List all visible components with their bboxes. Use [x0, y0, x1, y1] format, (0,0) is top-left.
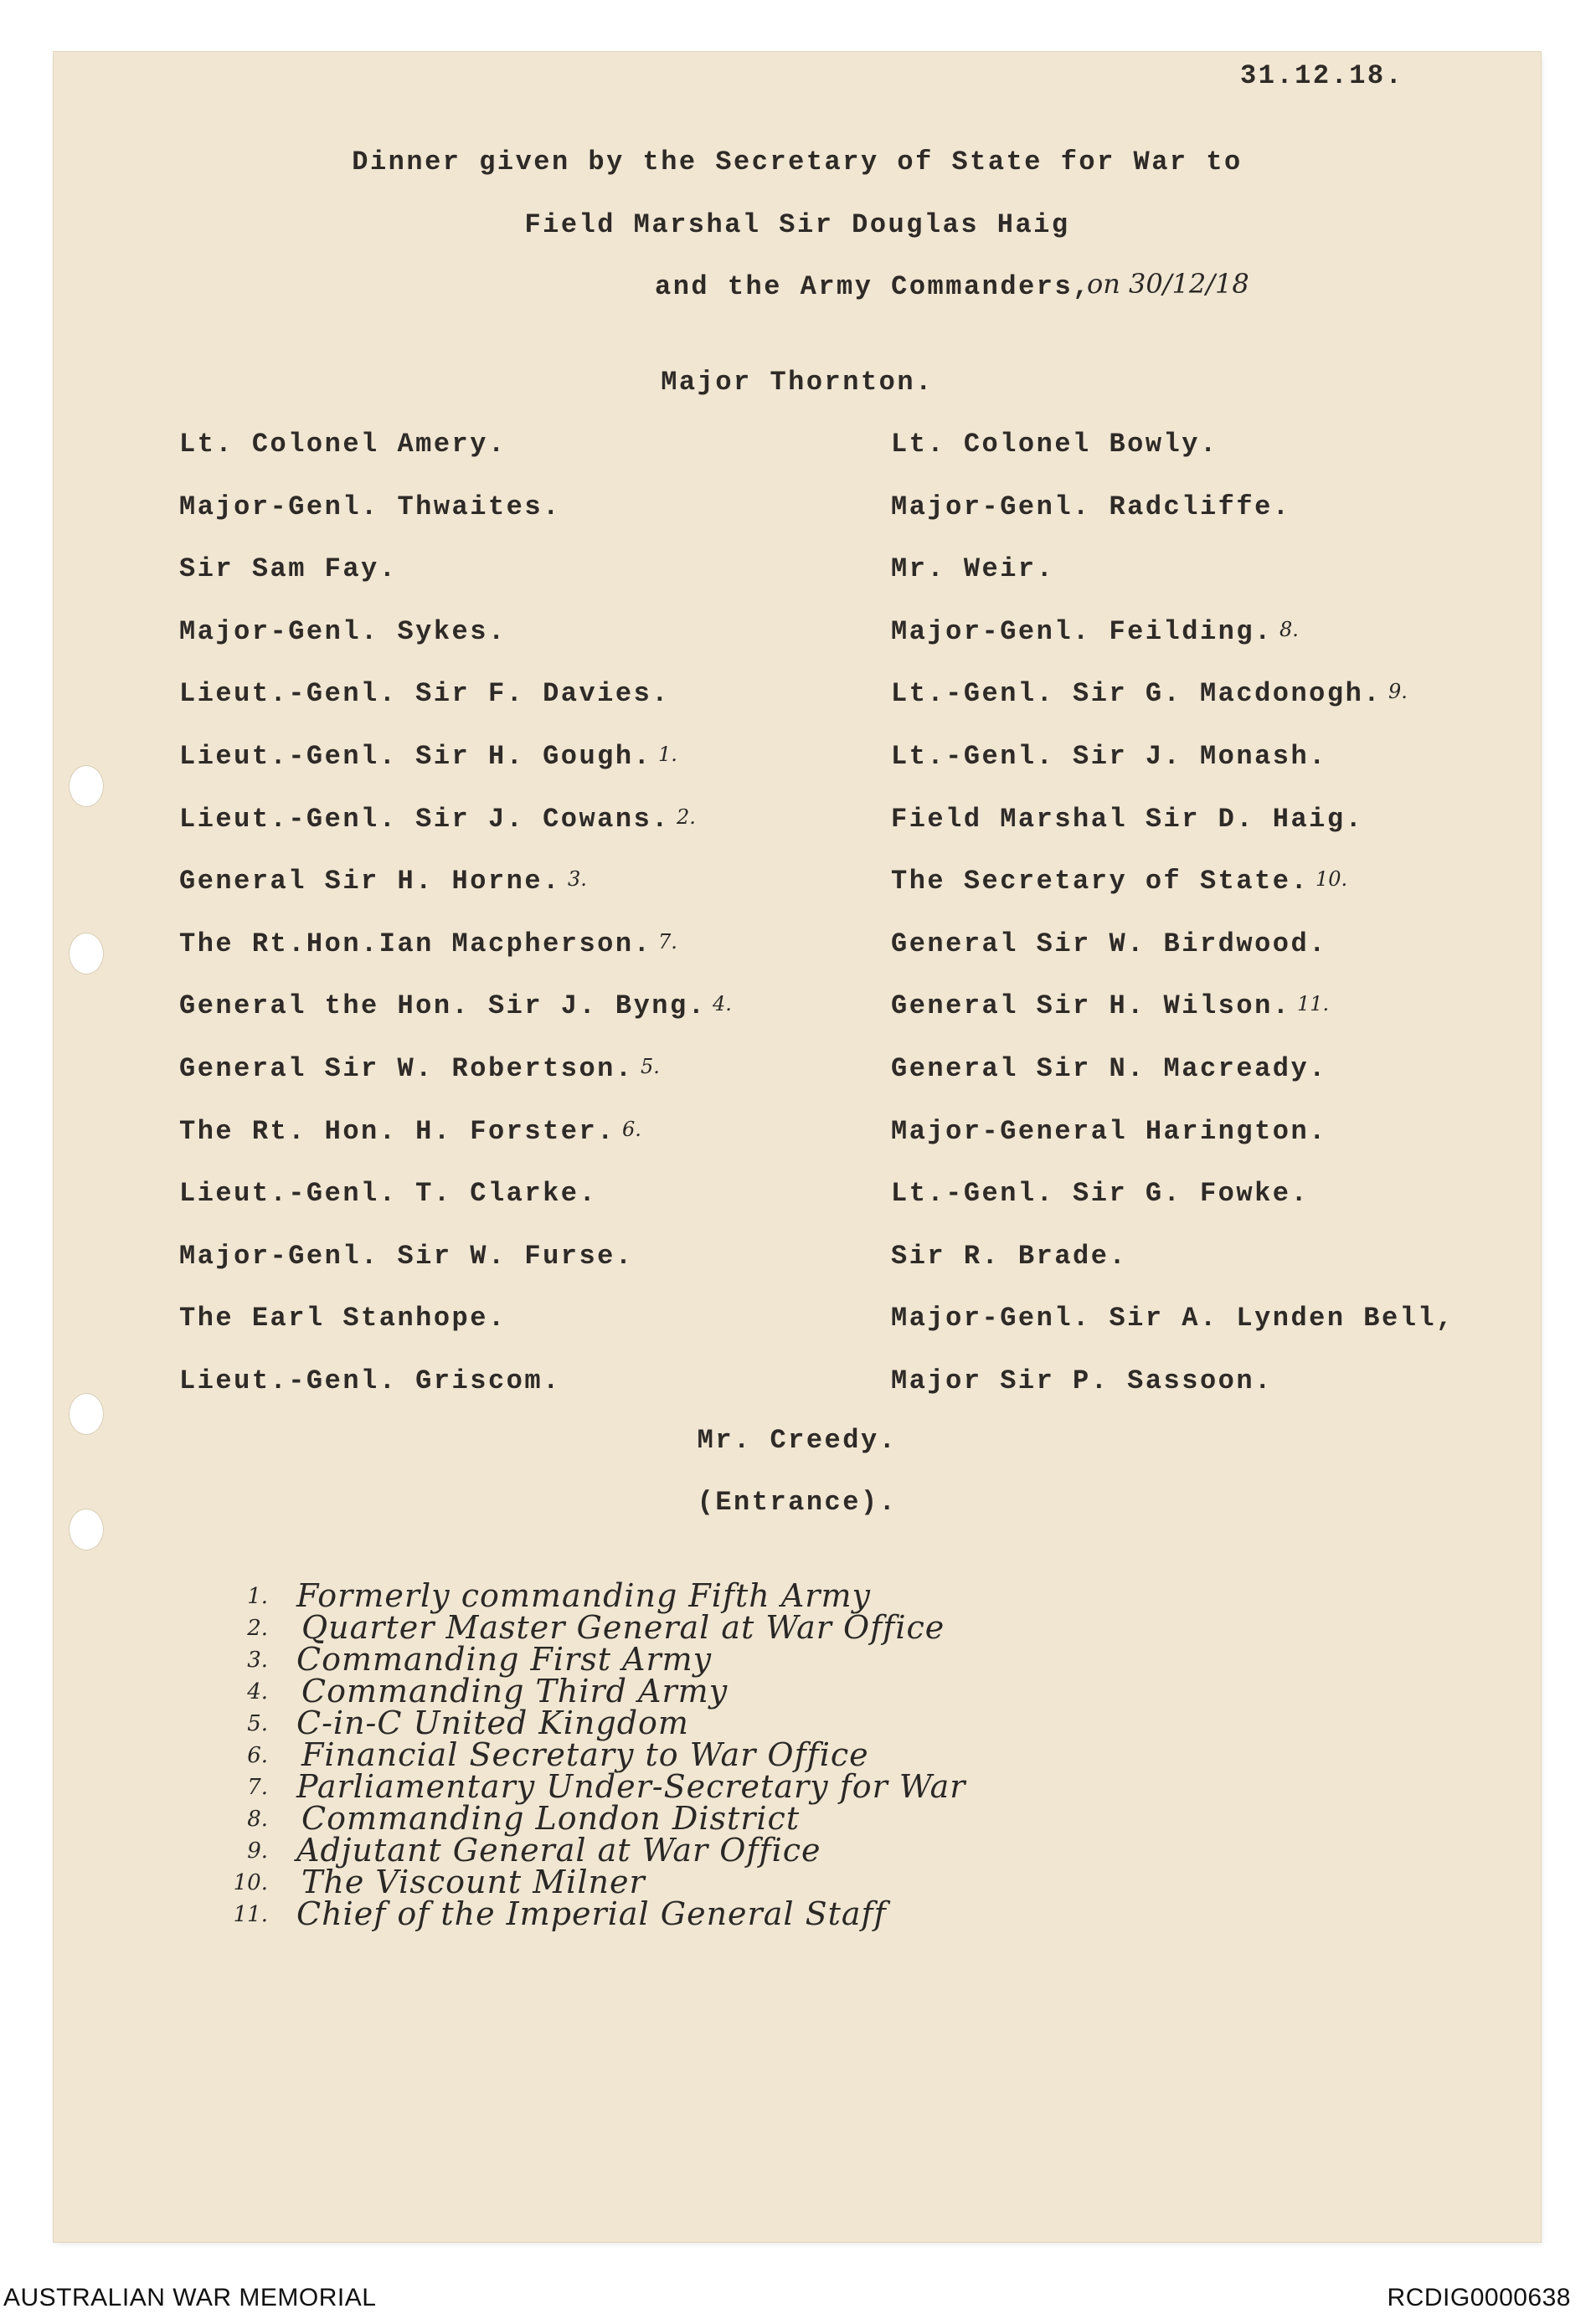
footnote-number: 3.: [247, 1648, 268, 1673]
punch-hole: [69, 933, 104, 974]
guest-name: Lieut.-Genl. Sir J. Cowans.: [179, 803, 670, 835]
foot-of-table: Mr. Creedy.: [697, 1425, 898, 1456]
guest-name: Lt.-Genl. Sir J. Monash.: [891, 741, 1327, 772]
guest-name: Sir R. Brade.: [891, 1240, 1128, 1272]
entrance-label: (Entrance).: [697, 1487, 898, 1518]
guest-name: Major-Genl. Thwaites.: [179, 491, 561, 522]
document-page: [54, 52, 1541, 2242]
footnote-number: 4.: [247, 1679, 268, 1704]
footnote-number: 2.: [247, 1616, 268, 1641]
footnote-number: 8.: [247, 1807, 268, 1832]
guest-name: The Earl Stanhope.: [179, 1303, 507, 1334]
guest-name: Lieut.-Genl. T. Clarke.: [179, 1178, 598, 1210]
footer-identifier: RCDIG0000638: [1387, 2284, 1571, 2311]
head-of-table: Major Thornton.: [661, 367, 934, 398]
footnote-text: Commanding Third Army: [301, 1673, 729, 1710]
handwritten-date: on 30/12/18: [1087, 268, 1249, 300]
footnote-number: 7.: [247, 1775, 268, 1800]
footnote-text: Financial Secretary to War Office: [301, 1736, 869, 1773]
guest-name: General Sir H. Horne.: [179, 866, 561, 897]
footnote-marker: 3.: [568, 867, 587, 892]
footnote-number: 6.: [247, 1743, 268, 1768]
guest-name: Major-Genl. Sykes.: [179, 615, 507, 647]
footnote-number: 5.: [247, 1711, 268, 1736]
footnote-marker: 7.: [658, 929, 677, 954]
guest-name: General the Hon. Sir J. Byng.: [179, 990, 707, 1022]
footnote-marker: 11.: [1297, 992, 1330, 1016]
document-date: 31.12.18.: [1240, 60, 1404, 91]
guest-name: General Sir H. Wilson.: [891, 990, 1291, 1022]
footnote-marker: 4.: [713, 992, 732, 1016]
guest-name: Lt.-Genl. Sir G. Macdonogh.: [891, 678, 1382, 710]
guest-name: Major-General Harington.: [891, 1115, 1327, 1147]
guest-name: General Sir W. Robertson.: [179, 1053, 634, 1084]
guest-name: Major-Genl. Radcliffe.: [891, 491, 1291, 522]
footnote-marker: 10.: [1316, 867, 1348, 892]
footnote-text: Quarter Master General at War Office: [301, 1609, 945, 1646]
guest-name: Lt. Colonel Bowly.: [891, 429, 1218, 460]
footnote-marker: 8.: [1279, 617, 1299, 641]
guest-name: Major-Genl. Feilding.: [891, 615, 1273, 647]
guest-name: Field Marshal Sir D. Haig.: [891, 803, 1364, 835]
guest-name: Mr. Weir.: [891, 553, 1055, 585]
guest-name: The Rt.Hon.Ian Macpherson.: [179, 928, 652, 959]
guest-name: Major-Genl. Sir A. Lynden Bell,: [891, 1303, 1455, 1334]
guest-name: General Sir N. Macready.: [891, 1053, 1327, 1084]
footnote-text: Parliamentary Under-Secretary for War: [296, 1768, 966, 1805]
guest-name: Lt. Colonel Amery.: [179, 429, 507, 460]
footnote-text: The Viscount Milner: [301, 1864, 646, 1900]
footnote-text: Commanding London District: [301, 1800, 801, 1837]
footnote-marker: 1.: [658, 743, 677, 766]
footnote-text: Commanding First Army: [296, 1641, 713, 1678]
guest-name: The Rt. Hon. H. Forster.: [179, 1115, 615, 1147]
footnote-text: C-in-C United Kingdom: [296, 1704, 689, 1741]
footnote-marker: 2.: [677, 805, 696, 829]
footnote-number: 11.: [233, 1902, 268, 1927]
heading-line-3: and the Army Commanders,: [655, 271, 1091, 302]
guest-name: Major Sir P. Sassoon.: [891, 1365, 1273, 1396]
guest-name: Lieut.-Genl. Sir H. Gough.: [179, 741, 652, 772]
footnote-text: Adjutant General at War Office: [296, 1832, 821, 1869]
footnote-text: Chief of the Imperial General Staff: [296, 1895, 887, 1932]
guest-name: Lieut.-Genl. Sir F. Davies.: [179, 678, 670, 710]
heading-line-1: Dinner given by the Secretary of State for War to: [352, 147, 1243, 177]
footnote-marker: 5.: [641, 1055, 660, 1078]
footnote-marker: 6.: [622, 1117, 641, 1141]
heading-line-2: Field Marshal Sir Douglas Haig: [524, 209, 1070, 240]
footnote-marker: 9.: [1388, 680, 1408, 704]
guest-name: Lt.-Genl. Sir G. Fowke.: [891, 1178, 1310, 1210]
footnote-text: Formerly commanding Fifth Army: [296, 1577, 871, 1614]
guest-name: Major-Genl. Sir W. Furse.: [179, 1240, 634, 1272]
guest-name: Lieut.-Genl. Griscom.: [179, 1365, 561, 1396]
footer-institution: AUSTRALIAN WAR MEMORIAL: [3, 2284, 377, 2311]
guest-name: General Sir W. Birdwood.: [891, 928, 1327, 959]
footnote-number: 1.: [247, 1584, 268, 1609]
footnote-number: 10.: [233, 1870, 268, 1895]
footnote-number: 9.: [247, 1838, 268, 1864]
guest-name: The Secretary of State.: [891, 866, 1310, 897]
guest-name: Sir Sam Fay.: [179, 553, 398, 585]
punch-hole: [69, 765, 104, 807]
